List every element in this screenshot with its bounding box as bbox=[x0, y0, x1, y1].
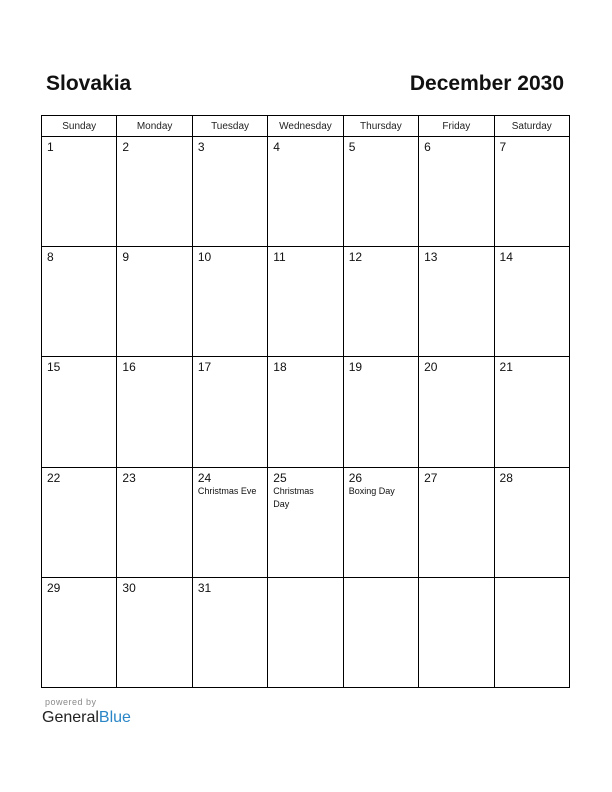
holiday-label: Boxing Day bbox=[348, 485, 395, 496]
weekday-tuesday: Tuesday bbox=[192, 116, 267, 137]
day-cell-content bbox=[344, 137, 418, 157]
day-cell-content bbox=[344, 357, 418, 377]
day-number: 20 bbox=[424, 360, 438, 375]
day-number: 8 bbox=[47, 250, 54, 265]
day-cell-content bbox=[193, 578, 267, 598]
day-cell-content bbox=[42, 137, 116, 157]
day-cell bbox=[419, 247, 494, 357]
day-cell bbox=[268, 137, 343, 247]
day-cell-content bbox=[419, 247, 493, 267]
day-cell-content bbox=[344, 578, 418, 584]
day-cell bbox=[117, 137, 192, 247]
day-cell bbox=[268, 247, 343, 357]
day-number: 27 bbox=[424, 470, 438, 485]
day-number: 1 bbox=[47, 140, 54, 154]
day-number: 4 bbox=[273, 140, 280, 154]
day-number: 30 bbox=[122, 580, 136, 595]
day-cell bbox=[494, 577, 569, 687]
weekday-sunday: Sunday bbox=[42, 116, 117, 137]
day-cell-content bbox=[193, 137, 267, 157]
day-cell bbox=[192, 357, 267, 467]
day-number: 9 bbox=[122, 250, 130, 265]
day-cell bbox=[42, 137, 117, 247]
day-cell-content bbox=[419, 578, 493, 584]
day-cell bbox=[268, 467, 343, 577]
day-number: 13 bbox=[424, 250, 438, 265]
brand-general-text: General bbox=[42, 709, 99, 726]
day-number: 28 bbox=[499, 470, 513, 485]
day-number: 24 bbox=[197, 470, 212, 485]
day-cell bbox=[268, 357, 343, 467]
day-cell bbox=[42, 357, 117, 467]
day-cell-content bbox=[268, 247, 342, 267]
weekday-wednesday: Wednesday bbox=[268, 116, 343, 137]
country-title: Slovakia bbox=[46, 72, 132, 95]
holiday-label: Christmas Day bbox=[273, 485, 314, 509]
day-cell bbox=[192, 137, 267, 247]
day-cell bbox=[343, 357, 418, 467]
day-cell-content bbox=[117, 578, 191, 598]
brand-logo[interactable] bbox=[42, 708, 131, 728]
day-cell-content bbox=[344, 247, 418, 267]
day-cell bbox=[343, 137, 418, 247]
day-number: 21 bbox=[499, 360, 513, 375]
day-number: 23 bbox=[122, 470, 136, 485]
day-cell-content bbox=[117, 137, 191, 157]
weekday-thursday: Thursday bbox=[343, 116, 418, 137]
week-row bbox=[42, 247, 570, 357]
day-cell bbox=[117, 467, 192, 577]
day-cell bbox=[42, 247, 117, 357]
day-cell bbox=[494, 357, 569, 467]
weekday-header-row bbox=[42, 116, 570, 137]
day-cell bbox=[192, 467, 267, 577]
day-cell-content bbox=[495, 578, 569, 584]
day-cell bbox=[419, 577, 494, 687]
day-number: 3 bbox=[197, 140, 205, 154]
day-cell bbox=[343, 247, 418, 357]
calendar-header bbox=[42, 70, 568, 100]
holiday-label: Christmas Eve bbox=[197, 485, 257, 496]
day-cell bbox=[343, 467, 418, 577]
day-number: 6 bbox=[424, 140, 431, 154]
day-number: 2 bbox=[122, 140, 130, 154]
weekday-monday: Monday bbox=[117, 116, 192, 137]
day-cell bbox=[343, 577, 418, 687]
day-cell-content bbox=[268, 357, 342, 377]
day-cell-content bbox=[42, 468, 116, 488]
month-title: December 2030 bbox=[409, 72, 564, 95]
day-number: 25 bbox=[273, 470, 287, 485]
powered-by-text: powered by bbox=[45, 697, 97, 707]
day-cell-content bbox=[419, 468, 493, 488]
day-cell bbox=[42, 467, 117, 577]
day-cell-content bbox=[268, 468, 342, 514]
day-cell-content bbox=[117, 357, 191, 377]
week-row bbox=[42, 137, 570, 247]
brand-blue-text: Blue bbox=[98, 709, 131, 726]
day-cell-content bbox=[268, 137, 342, 157]
day-number: 7 bbox=[499, 140, 507, 154]
footer-branding bbox=[42, 697, 131, 728]
day-cell-content bbox=[42, 578, 116, 598]
week-row bbox=[42, 357, 570, 467]
weekday-friday: Friday bbox=[419, 116, 494, 137]
weekday-saturday: Saturday bbox=[494, 116, 569, 137]
week-row bbox=[42, 577, 570, 687]
calendar-grid bbox=[41, 115, 570, 688]
day-cell bbox=[494, 137, 569, 247]
day-cell-content bbox=[117, 468, 191, 488]
day-number: 18 bbox=[273, 360, 287, 375]
day-number: 14 bbox=[499, 250, 513, 265]
day-cell-content bbox=[495, 137, 569, 157]
day-cell-content bbox=[193, 468, 267, 501]
day-cell-content bbox=[42, 357, 116, 377]
day-number: 12 bbox=[348, 250, 363, 265]
day-cell bbox=[268, 577, 343, 687]
day-cell-content bbox=[193, 357, 267, 377]
day-cell-content bbox=[419, 137, 493, 157]
day-number: 31 bbox=[197, 580, 212, 595]
day-cell-content bbox=[117, 247, 191, 267]
day-number: 17 bbox=[197, 360, 212, 375]
day-cell bbox=[419, 137, 494, 247]
day-cell-content bbox=[495, 357, 569, 377]
day-cell-content bbox=[419, 357, 493, 377]
day-cell bbox=[192, 577, 267, 687]
day-cell bbox=[419, 467, 494, 577]
day-cell-content bbox=[193, 247, 267, 267]
day-cell bbox=[192, 247, 267, 357]
day-number: 26 bbox=[348, 470, 363, 485]
day-number: 16 bbox=[122, 360, 136, 375]
day-cell bbox=[494, 467, 569, 577]
week-row bbox=[42, 467, 570, 577]
day-number: 29 bbox=[47, 580, 61, 595]
day-cell-content bbox=[268, 578, 342, 584]
day-cell bbox=[117, 357, 192, 467]
day-cell-content bbox=[42, 247, 116, 267]
day-number: 11 bbox=[273, 250, 286, 265]
day-number: 22 bbox=[47, 470, 61, 485]
day-cell bbox=[419, 357, 494, 467]
day-cell bbox=[117, 577, 192, 687]
day-cell bbox=[494, 247, 569, 357]
day-cell-content bbox=[344, 468, 418, 501]
day-number: 15 bbox=[47, 360, 61, 375]
day-number: 19 bbox=[348, 360, 363, 375]
day-cell bbox=[117, 247, 192, 357]
day-number: 10 bbox=[197, 250, 212, 265]
day-cell bbox=[42, 577, 117, 687]
day-number: 5 bbox=[348, 140, 356, 154]
day-cell-content bbox=[495, 468, 569, 488]
day-cell-content bbox=[495, 247, 569, 267]
